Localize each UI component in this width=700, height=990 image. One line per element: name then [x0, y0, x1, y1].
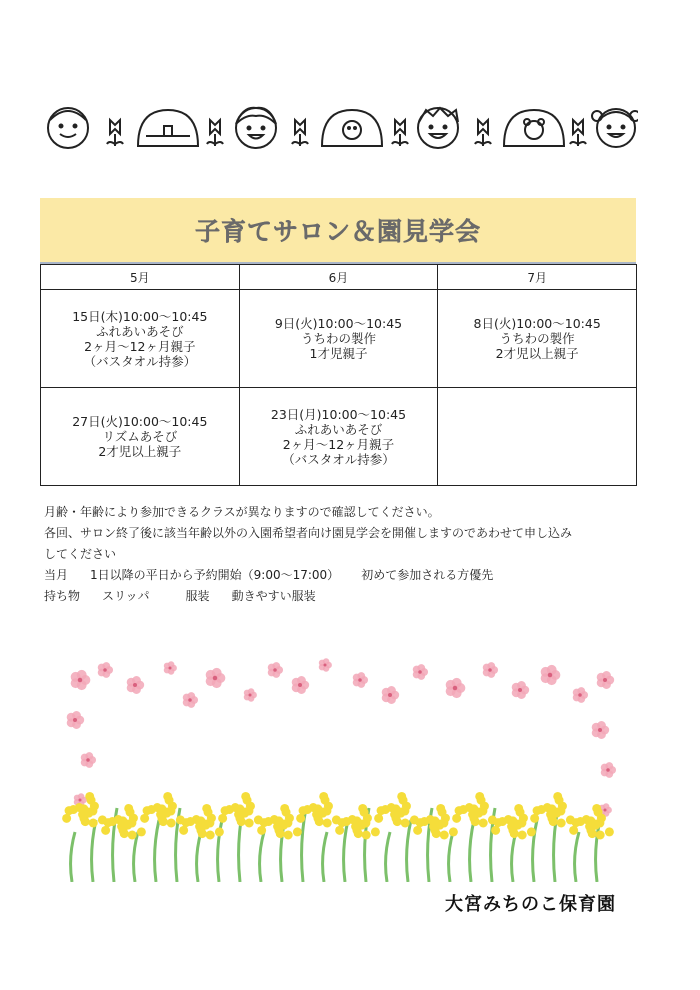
cherry-blossom-icon: [573, 687, 588, 703]
title-band: [40, 198, 636, 264]
rapeseed-flower-icon: [179, 804, 224, 840]
session-cell-july-1: 8日(火)10:00～10:45 うちわの製作 2才児以上親子: [438, 290, 637, 388]
table-row: [41, 388, 637, 486]
session-cell-june-1: 9日(火)10:00～10:45 うちわの製作 1才児親子: [239, 290, 438, 388]
cherry-blossom-icon: [382, 686, 399, 704]
tulip-icon: [570, 120, 586, 146]
cherry-blossom-icon: [319, 658, 332, 671]
bear-bag-icon: [504, 110, 564, 146]
flower-stem: [134, 832, 138, 882]
cherry-blossom-icon: [268, 662, 283, 678]
tulip-icon: [107, 120, 123, 146]
cherry-blossom-icon: [413, 664, 428, 680]
flower-frame-illustration: [60, 650, 620, 882]
rapeseed-flower-icon: [296, 792, 341, 828]
rapeseed-flower-icon: [530, 792, 575, 828]
flower-stem: [470, 820, 474, 882]
rapeseed-flower-icon: [218, 792, 263, 828]
child-face-icon: [236, 108, 276, 148]
tulip-icon: [292, 120, 308, 146]
cherry-blossom-icon: [592, 721, 609, 739]
rapeseed-flower-icon: [491, 804, 536, 840]
flower-stem: [344, 820, 348, 882]
session-cell-july-2-empty: [438, 388, 637, 486]
decorative-border-strip: [38, 100, 638, 156]
cherry-blossom-icon: [244, 688, 257, 701]
month-header-may: 5月: [41, 265, 240, 290]
flower-stem: [71, 832, 75, 882]
flower-stem: [386, 832, 390, 882]
rapeseed-flower-icon: [257, 804, 302, 840]
cherry-blossom-icon: [67, 711, 84, 729]
school-bag-icon: [138, 110, 198, 146]
session-cell-may-1: 15日(木)10:00～10:45 ふれあいあそび 2ヶ月～12ヶ月親子 （バスタオル持参）: [41, 290, 240, 388]
page-title: 子育てサロン＆園見学会: [194, 217, 481, 246]
month-header-july: 7月: [438, 265, 637, 290]
flower-stem: [197, 832, 201, 882]
flower-stem: [575, 832, 579, 882]
cherry-blossom-icon: [597, 671, 614, 689]
tulip-icon: [392, 120, 408, 146]
cherry-blossom-icon: [206, 668, 226, 688]
month-header-row: [41, 265, 637, 290]
flower-stem: [449, 832, 453, 882]
chick-bag-icon: [322, 110, 382, 146]
cherry-blossom-icon: [292, 676, 309, 694]
note-tour: 各回、サロン終了後に該当年齢以外の入園希望者向け園見学会を開催しますのであわせて申し込み: [44, 526, 573, 540]
cherry-blossom-icon: [446, 678, 466, 698]
cherry-blossom-icon: [512, 681, 529, 699]
notes-section: [44, 502, 644, 607]
flower-stem: [323, 832, 327, 882]
cherry-blossom-icon: [81, 752, 96, 768]
note-reservation: 当月 1日以降の平日から予約開始（9:00～17:00） 初めて参加される方優先: [44, 568, 494, 582]
rapeseed-flower-icon: [335, 804, 380, 840]
rapeseed-flower-icon: [452, 792, 497, 828]
flower-stem: [407, 820, 411, 882]
session-cell-may-2: 27日(火)10:00～10:45 リズムあそび 2才児以上親子: [41, 388, 240, 486]
cherry-blossom-icon: [601, 762, 616, 778]
tulip-icon: [475, 120, 491, 146]
note-tour-continued: してください: [44, 547, 117, 561]
note-belongings: 持ち物 スリッパ 服装 動きやすい服装: [44, 589, 316, 603]
note-age-classes: 月齢・年齢により参加できるクラスが異なりますので確認してください。: [44, 505, 440, 519]
child-face-icon: [418, 108, 458, 148]
cherry-blossom-icon: [541, 665, 561, 685]
table-row: [41, 290, 637, 388]
cherry-blossom-icon: [183, 692, 198, 708]
rapeseed-flower-icon: [413, 804, 458, 840]
session-cell-june-2: 23日(月)10:00～10:45 ふれあいあそび 2ヶ月～12ヶ月親子 （バスタオル持参）: [239, 388, 438, 486]
flower-stem: [512, 832, 516, 882]
cherry-blossom-icon: [483, 662, 498, 678]
cherry-blossom-icon: [98, 662, 113, 678]
flower-stem: [92, 820, 96, 882]
schedule-table: [40, 264, 637, 486]
girl-face-icon: [592, 109, 638, 147]
rapeseed-flower-icon: [101, 804, 146, 840]
month-header-june: 6月: [239, 265, 438, 290]
cherry-blossom-icon: [353, 672, 368, 688]
cherry-blossom-icon: [127, 676, 144, 694]
tulip-icon: [207, 120, 223, 146]
child-face-icon: [48, 108, 88, 148]
flower-stem: [260, 832, 264, 882]
nursery-name: 大宮みちのこ保育園: [445, 894, 616, 915]
cherry-blossom-icon: [164, 661, 177, 674]
rapeseed-flower-icon: [374, 792, 419, 828]
cherry-blossom-icon: [71, 670, 91, 690]
flower-stem: [155, 820, 159, 882]
